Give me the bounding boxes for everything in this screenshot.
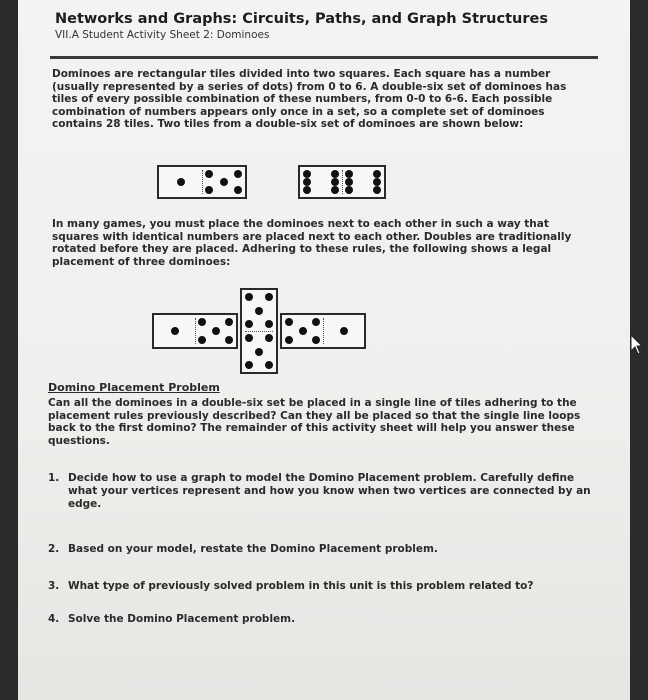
domino-pip: [373, 186, 381, 194]
domino-pip: [205, 186, 213, 194]
header-divider: [50, 56, 598, 59]
question-text: Based on your model, restate the Domino Placement problem.: [68, 543, 438, 555]
mouse-pointer-icon: [630, 334, 644, 356]
placed-domino-1-5: [152, 313, 238, 349]
placed-domino-5-1: [280, 313, 366, 349]
domino-pip: [373, 170, 381, 178]
domino-pip: [198, 336, 206, 344]
domino-pip: [198, 318, 206, 326]
domino-pip: [373, 178, 381, 186]
page-title: Networks and Graphs: Circuits, Paths, and Graph Structures: [55, 11, 548, 27]
domino-divider: [202, 170, 203, 194]
domino-pip: [265, 361, 273, 369]
domino-pip: [234, 170, 242, 178]
domino-pip: [255, 307, 263, 315]
domino-pip: [312, 336, 320, 344]
domino-6-6: [298, 165, 386, 199]
domino-pip: [331, 178, 339, 186]
domino-pip: [265, 293, 273, 301]
problem-heading: Domino Placement Problem: [48, 381, 220, 394]
domino-pip: [225, 336, 233, 344]
domino-pip: [245, 334, 253, 342]
domino-pip: [245, 293, 253, 301]
worksheet-page: [18, 0, 630, 700]
domino-pip: [245, 361, 253, 369]
question-number: 1.: [48, 472, 60, 484]
domino-divider: [245, 331, 273, 332]
domino-pip: [345, 186, 353, 194]
domino-1-5: [157, 165, 247, 199]
domino-pip: [220, 178, 228, 186]
domino-divider: [195, 318, 196, 344]
domino-divider: [342, 170, 343, 194]
question-number: 3.: [48, 580, 60, 592]
domino-pip: [265, 334, 273, 342]
intro-paragraph: Dominoes are rectangular tiles divided into two squares. Each square has a number (usually represented by a series of dots) from 0 to 6. A double-six set of dominoes has tiles of every possible combination of these numbers, from 0-0 to 6-6. Each possible combination of numbers appears only once in a set, so a complete set of dominoes contains 28 tiles. Two tiles from a double-six set of dominoes are shown below:: [52, 68, 567, 131]
domino-pip: [212, 327, 220, 335]
domino-pip: [234, 186, 242, 194]
domino-pip: [225, 318, 233, 326]
question-number: 4.: [48, 613, 60, 625]
domino-pip: [303, 178, 311, 186]
domino-pip: [303, 186, 311, 194]
domino-pip: [245, 320, 253, 328]
domino-pip: [255, 348, 263, 356]
domino-pip: [303, 170, 311, 178]
problem-paragraph: Can all the dominoes in a double-six set be placed in a single line of tiles adhering to the placement rules previously described? Can they all be placed so that the single line loops back to the first domino? The remainder of this activity sheet will help you answer these questions.: [48, 397, 581, 447]
domino-pip: [331, 170, 339, 178]
domino-pip: [171, 327, 179, 335]
question-number: 2.: [48, 543, 60, 555]
question-text: What type of previously solved problem in this unit is this problem related to?: [68, 580, 534, 592]
page-subtitle: VII.A Student Activity Sheet 2: Dominoes: [55, 29, 270, 41]
domino-divider: [323, 318, 324, 344]
domino-pip: [312, 318, 320, 326]
domino-pip: [285, 318, 293, 326]
question-text: Decide how to use a graph to model the Domino Placement problem. Carefully define what your vertices represent and how you know when two vertices are connected by an edge.: [68, 472, 591, 510]
domino-pip: [331, 186, 339, 194]
question-text: Solve the Domino Placement problem.: [68, 613, 296, 625]
domino-pip: [285, 336, 293, 344]
domino-pip: [345, 170, 353, 178]
domino-pip: [299, 327, 307, 335]
domino-pip: [265, 320, 273, 328]
domino-pip: [340, 327, 348, 335]
placement-paragraph: In many games, you must place the dominoes next to each other in such a way that squares with identical numbers are placed next to each other. Doubles are traditionally rotated before they are placed. Adhering to these rules, the following shows a legal placement of three dominoes:: [52, 218, 572, 268]
placed-domino-5-5-double: [240, 288, 278, 374]
domino-pip: [345, 178, 353, 186]
domino-pip: [205, 170, 213, 178]
domino-pip: [177, 178, 185, 186]
